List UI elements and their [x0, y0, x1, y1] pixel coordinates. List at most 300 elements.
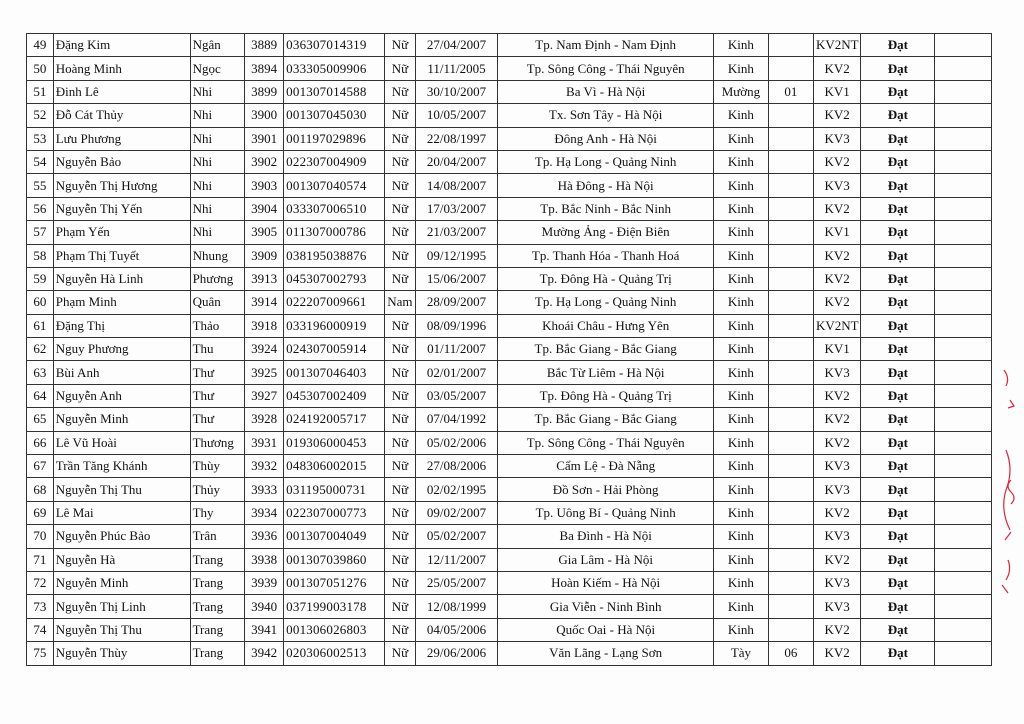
cell-surname: Đặng Thị [53, 314, 190, 337]
cell-gender: Nữ [384, 455, 415, 478]
cell-ethnicity: Kinh [714, 525, 769, 548]
cell-stt: 68 [27, 478, 54, 501]
cell-birth-place: Tp. Bắc Giang - Bắc Giang [498, 338, 714, 361]
cell-gender: Nữ [384, 104, 415, 127]
cell-birth-place: Ba Đình - Hà Nội [498, 525, 714, 548]
cell-result: Đạt [861, 642, 935, 665]
cell-ethnicity: Kinh [714, 34, 769, 57]
cell-priority-code [768, 361, 813, 384]
cell-id-number: 001307045030 [284, 104, 385, 127]
cell-birth-place: Tp. Bắc Giang - Bắc Giang [498, 408, 714, 431]
cell-stt: 50 [27, 57, 54, 80]
cell-priority-code [768, 104, 813, 127]
cell-candidate-number: 3899 [245, 80, 284, 103]
cell-surname: Nguyễn Hà [53, 548, 190, 571]
cell-given-name: Thảo [190, 314, 245, 337]
cell-given-name: Thu [190, 338, 245, 361]
table-row [27, 361, 992, 384]
cell-surname: Hoàng Minh [53, 57, 190, 80]
cell-birth-place: Tp. Uông Bí - Quảng Ninh [498, 501, 714, 524]
table-row [27, 338, 992, 361]
table-body [27, 34, 992, 666]
cell-surname: Phạm Yến [53, 221, 190, 244]
cell-note [935, 127, 992, 150]
cell-given-name: Thùy [190, 455, 245, 478]
cell-birth-place: Tp. Hạ Long - Quảng Ninh [498, 150, 714, 173]
cell-candidate-number: 3901 [245, 127, 284, 150]
cell-given-name: Nhung [190, 244, 245, 267]
cell-gender: Nữ [384, 338, 415, 361]
cell-gender: Nữ [384, 80, 415, 103]
cell-region: KV2 [813, 267, 860, 290]
cell-note [935, 174, 992, 197]
table-row [27, 595, 992, 618]
cell-birth-date: 09/02/2007 [415, 501, 497, 524]
cell-id-number: 031195000731 [284, 478, 385, 501]
cell-result: Đạt [861, 548, 935, 571]
cell-candidate-number: 3902 [245, 150, 284, 173]
cell-stt: 57 [27, 221, 54, 244]
table-row [27, 174, 992, 197]
cell-id-number: 011307000786 [284, 221, 385, 244]
cell-birth-date: 29/06/2006 [415, 642, 497, 665]
cell-ethnicity: Kinh [714, 221, 769, 244]
cell-birth-date: 25/05/2007 [415, 571, 497, 594]
cell-region: KV3 [813, 361, 860, 384]
cell-note [935, 34, 992, 57]
cell-birth-place: Khoái Châu - Hưng Yên [498, 314, 714, 337]
cell-given-name: Phương [190, 267, 245, 290]
cell-note [935, 197, 992, 220]
cell-birth-place: Ba Vì - Hà Nội [498, 80, 714, 103]
cell-note [935, 314, 992, 337]
cell-candidate-number: 3894 [245, 57, 284, 80]
cell-gender: Nam [384, 291, 415, 314]
cell-region: KV2 [813, 548, 860, 571]
cell-ethnicity: Kinh [714, 384, 769, 407]
cell-surname: Lưu Phương [53, 127, 190, 150]
cell-note [935, 431, 992, 454]
cell-id-number: 048306002015 [284, 455, 385, 478]
cell-birth-date: 01/11/2007 [415, 338, 497, 361]
cell-ethnicity: Kinh [714, 127, 769, 150]
cell-note [935, 595, 992, 618]
cell-result: Đạt [861, 267, 935, 290]
cell-birth-date: 09/12/1995 [415, 244, 497, 267]
cell-candidate-number: 3918 [245, 314, 284, 337]
cell-birth-place: Văn Lãng - Lạng Sơn [498, 642, 714, 665]
cell-candidate-number: 3913 [245, 267, 284, 290]
cell-birth-date: 12/08/1999 [415, 595, 497, 618]
cell-surname: Bùi Anh [53, 361, 190, 384]
cell-priority-code [768, 431, 813, 454]
cell-region: KV2 [813, 57, 860, 80]
cell-ethnicity: Kinh [714, 338, 769, 361]
cell-id-number: 024192005717 [284, 408, 385, 431]
cell-ethnicity: Kinh [714, 595, 769, 618]
cell-result: Đạt [861, 478, 935, 501]
cell-birth-date: 28/09/2007 [415, 291, 497, 314]
cell-note [935, 80, 992, 103]
cell-id-number: 045307002409 [284, 384, 385, 407]
cell-surname: Lê Vũ Hoài [53, 431, 190, 454]
cell-surname: Lê Mai [53, 501, 190, 524]
cell-result: Đạt [861, 314, 935, 337]
cell-result: Đạt [861, 34, 935, 57]
cell-ethnicity: Kinh [714, 618, 769, 641]
cell-birth-date: 05/02/2006 [415, 431, 497, 454]
cell-stt: 49 [27, 34, 54, 57]
cell-region: KV3 [813, 174, 860, 197]
cell-birth-date: 04/05/2006 [415, 618, 497, 641]
cell-candidate-number: 3939 [245, 571, 284, 594]
cell-result: Đạt [861, 150, 935, 173]
cell-result: Đạt [861, 618, 935, 641]
table-row [27, 197, 992, 220]
cell-note [935, 618, 992, 641]
cell-candidate-number: 3928 [245, 408, 284, 431]
cell-priority-code [768, 221, 813, 244]
cell-result: Đạt [861, 595, 935, 618]
cell-gender: Nữ [384, 525, 415, 548]
cell-id-number: 036307014319 [284, 34, 385, 57]
cell-stt: 54 [27, 150, 54, 173]
cell-candidate-number: 3938 [245, 548, 284, 571]
cell-id-number: 001307014588 [284, 80, 385, 103]
table-row [27, 431, 992, 454]
cell-birth-place: Tp. Đông Hà - Quảng Trị [498, 384, 714, 407]
cell-candidate-number: 3941 [245, 618, 284, 641]
cell-ethnicity: Kinh [714, 548, 769, 571]
cell-given-name: Trang [190, 548, 245, 571]
table-row [27, 150, 992, 173]
cell-note [935, 338, 992, 361]
table-row [27, 314, 992, 337]
table-row [27, 267, 992, 290]
cell-given-name: Trang [190, 618, 245, 641]
cell-birth-date: 10/05/2007 [415, 104, 497, 127]
cell-birth-date: 17/03/2007 [415, 197, 497, 220]
cell-candidate-number: 3942 [245, 642, 284, 665]
cell-candidate-number: 3909 [245, 244, 284, 267]
cell-gender: Nữ [384, 267, 415, 290]
cell-birth-date: 20/04/2007 [415, 150, 497, 173]
cell-birth-date: 30/10/2007 [415, 80, 497, 103]
cell-id-number: 022207009661 [284, 291, 385, 314]
cell-stt: 70 [27, 525, 54, 548]
cell-region: KV1 [813, 338, 860, 361]
cell-stt: 63 [27, 361, 54, 384]
cell-note [935, 571, 992, 594]
cell-given-name: Thư [190, 361, 245, 384]
table-row [27, 618, 992, 641]
cell-birth-place: Tx. Sơn Tây - Hà Nội [498, 104, 714, 127]
cell-ethnicity: Kinh [714, 197, 769, 220]
cell-given-name: Nhi [190, 150, 245, 173]
cell-surname: Nguyễn Thị Thu [53, 478, 190, 501]
cell-birth-place: Tp. Bắc Ninh - Bắc Ninh [498, 197, 714, 220]
cell-priority-code [768, 127, 813, 150]
cell-result: Đạt [861, 431, 935, 454]
cell-stt: 52 [27, 104, 54, 127]
cell-birth-date: 02/01/2007 [415, 361, 497, 384]
cell-stt: 60 [27, 291, 54, 314]
cell-surname: Nguyễn Anh [53, 384, 190, 407]
cell-given-name: Quân [190, 291, 245, 314]
cell-gender: Nữ [384, 57, 415, 80]
cell-id-number: 001307046403 [284, 361, 385, 384]
cell-result: Đạt [861, 384, 935, 407]
table-row [27, 221, 992, 244]
cell-gender: Nữ [384, 618, 415, 641]
cell-stt: 67 [27, 455, 54, 478]
cell-surname: Phạm Thị Tuyết [53, 244, 190, 267]
cell-note [935, 408, 992, 431]
cell-priority-code [768, 455, 813, 478]
cell-ethnicity: Kinh [714, 361, 769, 384]
cell-ethnicity: Kinh [714, 150, 769, 173]
cell-region: KV2 [813, 150, 860, 173]
cell-result: Đạt [861, 291, 935, 314]
table-row [27, 244, 992, 267]
cell-given-name: Ngọc [190, 57, 245, 80]
cell-candidate-number: 3933 [245, 478, 284, 501]
cell-surname: Nguyễn Phúc Bảo [53, 525, 190, 548]
cell-candidate-number: 3934 [245, 501, 284, 524]
cell-candidate-number: 3903 [245, 174, 284, 197]
cell-id-number: 001197029896 [284, 127, 385, 150]
cell-candidate-number: 3932 [245, 455, 284, 478]
cell-stt: 71 [27, 548, 54, 571]
cell-result: Đạt [861, 525, 935, 548]
cell-id-number: 045307002793 [284, 267, 385, 290]
cell-given-name: Nhi [190, 80, 245, 103]
table-row [27, 408, 992, 431]
cell-id-number: 001306026803 [284, 618, 385, 641]
cell-region: KV2NT [813, 314, 860, 337]
cell-given-name: Thủy [190, 478, 245, 501]
cell-priority-code [768, 197, 813, 220]
cell-region: KV3 [813, 595, 860, 618]
cell-ethnicity: Kinh [714, 455, 769, 478]
cell-priority-code [768, 291, 813, 314]
cell-ethnicity: Tày [714, 642, 769, 665]
cell-given-name: Nhi [190, 127, 245, 150]
cell-priority-code [768, 548, 813, 571]
cell-candidate-number: 3931 [245, 431, 284, 454]
cell-candidate-number: 3940 [245, 595, 284, 618]
cell-birth-place: Bắc Từ Liêm - Hà Nội [498, 361, 714, 384]
cell-result: Đạt [861, 174, 935, 197]
cell-note [935, 478, 992, 501]
cell-birth-place: Gia Lâm - Hà Nội [498, 548, 714, 571]
cell-birth-date: 05/02/2007 [415, 525, 497, 548]
cell-id-number: 001307051276 [284, 571, 385, 594]
cell-priority-code [768, 384, 813, 407]
table-row [27, 104, 992, 127]
cell-stt: 69 [27, 501, 54, 524]
cell-ethnicity: Kinh [714, 431, 769, 454]
cell-region: KV2 [813, 291, 860, 314]
cell-gender: Nữ [384, 431, 415, 454]
cell-given-name: Nhi [190, 197, 245, 220]
cell-surname: Nguyễn Thị Thu [53, 618, 190, 641]
cell-result: Đạt [861, 127, 935, 150]
cell-region: KV3 [813, 127, 860, 150]
cell-given-name: Trang [190, 595, 245, 618]
cell-gender: Nữ [384, 314, 415, 337]
cell-given-name: Ngân [190, 34, 245, 57]
cell-birth-place: Hà Đông - Hà Nội [498, 174, 714, 197]
cell-stt: 61 [27, 314, 54, 337]
cell-note [935, 384, 992, 407]
cell-ethnicity: Kinh [714, 291, 769, 314]
cell-priority-code: 01 [768, 80, 813, 103]
cell-id-number: 038195038876 [284, 244, 385, 267]
cell-surname: Nguy Phương [53, 338, 190, 361]
cell-priority-code [768, 314, 813, 337]
cell-note [935, 525, 992, 548]
cell-result: Đạt [861, 455, 935, 478]
cell-birth-place: Tp. Sông Công - Thái Nguyên [498, 431, 714, 454]
cell-result: Đạt [861, 571, 935, 594]
cell-result: Đạt [861, 338, 935, 361]
cell-id-number: 033307006510 [284, 197, 385, 220]
cell-note [935, 642, 992, 665]
cell-note [935, 221, 992, 244]
cell-ethnicity: Kinh [714, 408, 769, 431]
cell-region: KV3 [813, 525, 860, 548]
cell-stt: 72 [27, 571, 54, 594]
cell-surname: Nguyễn Hà Linh [53, 267, 190, 290]
cell-result: Đạt [861, 57, 935, 80]
cell-given-name: Trang [190, 571, 245, 594]
cell-id-number: 001307004049 [284, 525, 385, 548]
cell-birth-date: 21/03/2007 [415, 221, 497, 244]
cell-result: Đạt [861, 197, 935, 220]
cell-region: KV2 [813, 642, 860, 665]
cell-id-number: 024307005914 [284, 338, 385, 361]
cell-priority-code [768, 408, 813, 431]
cell-birth-place: Tp. Đông Hà - Quảng Trị [498, 267, 714, 290]
cell-result: Đạt [861, 501, 935, 524]
cell-stt: 66 [27, 431, 54, 454]
table-row [27, 57, 992, 80]
cell-ethnicity: Kinh [714, 104, 769, 127]
cell-stt: 64 [27, 384, 54, 407]
cell-priority-code [768, 57, 813, 80]
cell-ethnicity: Kinh [714, 244, 769, 267]
cell-surname: Nguyễn Minh [53, 408, 190, 431]
cell-surname: Trần Tăng Khánh [53, 455, 190, 478]
cell-surname: Nguyễn Bảo [53, 150, 190, 173]
cell-ethnicity: Kinh [714, 478, 769, 501]
cell-gender: Nữ [384, 478, 415, 501]
table-row [27, 571, 992, 594]
cell-ethnicity: Kinh [714, 174, 769, 197]
cell-surname: Phạm Minh [53, 291, 190, 314]
cell-stt: 58 [27, 244, 54, 267]
cell-note [935, 501, 992, 524]
table-row [27, 384, 992, 407]
cell-id-number: 033196000919 [284, 314, 385, 337]
cell-candidate-number: 3889 [245, 34, 284, 57]
cell-candidate-number: 3900 [245, 104, 284, 127]
cell-gender: Nữ [384, 244, 415, 267]
cell-birth-place: Đông Anh - Hà Nội [498, 127, 714, 150]
cell-surname: Nguyễn Thị Yến [53, 197, 190, 220]
cell-result: Đạt [861, 80, 935, 103]
cell-given-name: Trang [190, 642, 245, 665]
cell-birth-place: Đồ Sơn - Hải Phòng [498, 478, 714, 501]
cell-gender: Nữ [384, 501, 415, 524]
cell-id-number: 022307000773 [284, 501, 385, 524]
cell-gender: Nữ [384, 34, 415, 57]
cell-region: KV2 [813, 384, 860, 407]
cell-region: KV2NT [813, 34, 860, 57]
cell-birth-date: 08/09/1996 [415, 314, 497, 337]
cell-birth-date: 22/08/1997 [415, 127, 497, 150]
cell-birth-date: 27/08/2006 [415, 455, 497, 478]
cell-ethnicity: Kinh [714, 501, 769, 524]
cell-note [935, 361, 992, 384]
cell-note [935, 104, 992, 127]
cell-birth-date: 02/02/1995 [415, 478, 497, 501]
cell-birth-date: 15/06/2007 [415, 267, 497, 290]
cell-note [935, 150, 992, 173]
table-row [27, 291, 992, 314]
cell-surname: Đặng Kim [53, 34, 190, 57]
cell-region: KV2 [813, 618, 860, 641]
cell-surname: Nguyễn Minh [53, 571, 190, 594]
cell-surname: Nguyễn Thị Linh [53, 595, 190, 618]
cell-note [935, 57, 992, 80]
cell-birth-place: Mường Ảng - Điện Biên [498, 221, 714, 244]
table-row [27, 478, 992, 501]
cell-candidate-number: 3936 [245, 525, 284, 548]
cell-stt: 51 [27, 80, 54, 103]
cell-candidate-number: 3905 [245, 221, 284, 244]
cell-priority-code [768, 595, 813, 618]
cell-priority-code [768, 174, 813, 197]
cell-stt: 73 [27, 595, 54, 618]
cell-birth-date: 07/04/1992 [415, 408, 497, 431]
cell-given-name: Trân [190, 525, 245, 548]
cell-gender: Nữ [384, 150, 415, 173]
cell-birth-date: 27/04/2007 [415, 34, 497, 57]
cell-priority-code [768, 244, 813, 267]
cell-id-number: 001307039860 [284, 548, 385, 571]
cell-region: KV2 [813, 501, 860, 524]
cell-given-name: Thy [190, 501, 245, 524]
cell-stt: 75 [27, 642, 54, 665]
cell-given-name: Nhi [190, 174, 245, 197]
cell-gender: Nữ [384, 548, 415, 571]
cell-gender: Nữ [384, 408, 415, 431]
cell-ethnicity: Kinh [714, 571, 769, 594]
cell-id-number: 037199003178 [284, 595, 385, 618]
cell-birth-place: Quốc Oai - Hà Nội [498, 618, 714, 641]
cell-stt: 65 [27, 408, 54, 431]
cell-surname: Đinh Lê [53, 80, 190, 103]
cell-given-name: Nhi [190, 104, 245, 127]
cell-surname: Nguyễn Thùy [53, 642, 190, 665]
cell-id-number: 033305009906 [284, 57, 385, 80]
table-row [27, 525, 992, 548]
cell-surname: Đỗ Cát Thủy [53, 104, 190, 127]
cell-gender: Nữ [384, 361, 415, 384]
cell-note [935, 455, 992, 478]
